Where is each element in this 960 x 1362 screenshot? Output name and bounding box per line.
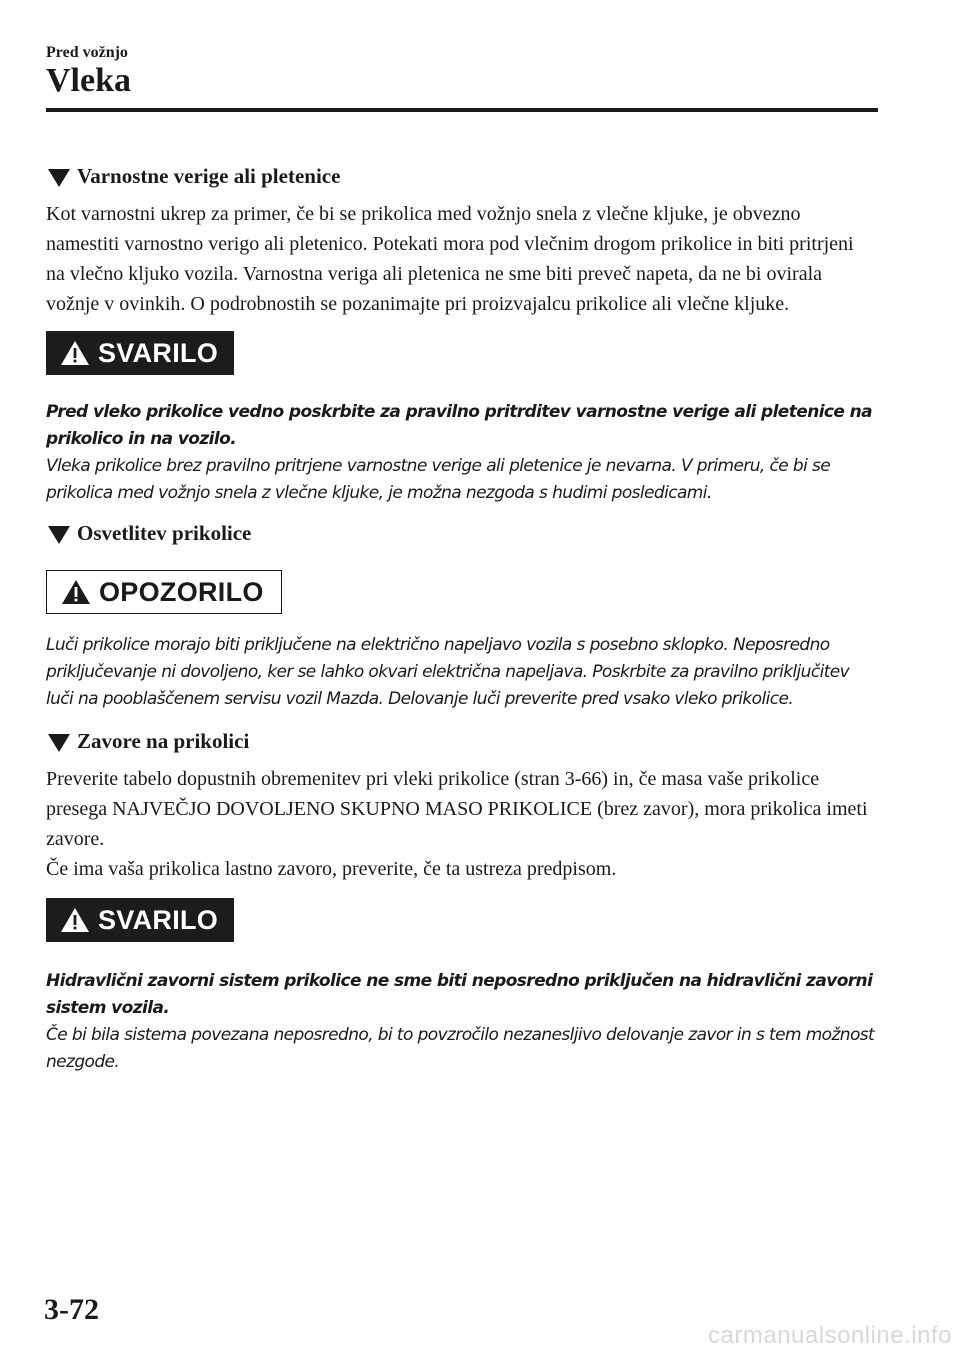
warning-triangle-icon — [60, 340, 90, 366]
warning-badge — [46, 898, 234, 942]
warning-bold-text: Hidravlični zavorni sistem prikolice ne sme biti neposredno priključen na hidravlični zavorni sistem vozila. — [46, 971, 873, 1018]
warning-bold-text: Pred vleko prikolice vedno poskrbite za pravilno pritrditev varnostne verige ali pletenice na prikolico in na vozilo. — [46, 402, 873, 449]
section-heading-text: Zavore na prikolici — [77, 729, 250, 753]
page-number: 3-72 — [44, 1293, 99, 1326]
caution-label: OPOZORILO — [99, 576, 264, 607]
warning-triangle-icon — [60, 907, 90, 933]
header-divider — [46, 108, 878, 112]
warning-triangle-icon — [61, 579, 91, 605]
warning-text: Če bi bila sistema povezana neposredno, bi to povzročilo nezanesljivo delovanje zavor in s tem možnost nezgode. — [46, 1025, 875, 1072]
triangle-bullet-icon — [48, 734, 70, 752]
warning-label: SVARILO — [98, 904, 219, 935]
warning-badge — [46, 331, 234, 375]
body-paragraph: Kot varnostni ukrep za primer, če bi se prikolica med vožnjo snela z vlečne kljuke, je obvezno namestiti varnostno verigo ali pletenico. Potekati mora pod vlečnim drogom prikolice in biti pritrjeni na vlečno kljuko vozila. Varnostna veriga ali pletenica ne sme biti preveč napeta, da ne bi ovirala vožnje v ovinkih. O podrobnostih se pozanimajte pri proizvajalcu prikolice ali vlečne kljuke. — [46, 203, 854, 315]
section-heading-trailer-brakes — [46, 729, 876, 754]
warning-text: Vleka prikolice brez pravilno pritrjene varnostne verige ali pletenice je nevarna. V primeru, če bi se prikolica med vožnjo snela z vlečne kljuke, je možna nezgoda s hudimi posledicami. — [46, 456, 831, 503]
section-heading-trailer-lights — [46, 521, 876, 546]
triangle-bullet-icon — [48, 169, 70, 187]
page-content — [46, 160, 876, 1076]
body-paragraph: Preverite tabelo dopustnih obremenitev pri vleki prikolice (stran 3-66) in, če masa vaše prikolice presega NAJVEČJO DOVOLJENO SKUPNO MASO PRIKOLICE (brez zavor), mora prikolica imeti zavore. — [46, 768, 868, 850]
warning-label: SVARILO — [98, 337, 219, 368]
triangle-bullet-icon — [48, 526, 70, 544]
section-heading-safety-chains — [46, 164, 876, 189]
body-paragraph: Če ima vaša prikolica lastno zavoro, preverite, če ta ustreza predpisom. — [46, 858, 617, 880]
section-heading-text: Varnostne verige ali pletenice — [77, 164, 341, 188]
section-label: Pred vožnjo — [46, 44, 128, 61]
caution-text: Luči prikolice morajo biti priključene na električno napeljavo vozila s posebno sklopko. Neposredno priključevanje ni dovoljeno, ker se lahko okvari električna napeljava. Poskrbite za pravilno priključitev luči na pooblaščenem servisu vozil Mazda. Delovanje luči preverite pred vsako vleko prikolice. — [46, 635, 850, 709]
page-title: Vleka — [46, 62, 131, 99]
watermark: carmanualsonline.info — [708, 1322, 952, 1349]
caution-badge — [46, 570, 282, 614]
section-heading-text: Osvetlitev prikolice — [77, 521, 252, 545]
